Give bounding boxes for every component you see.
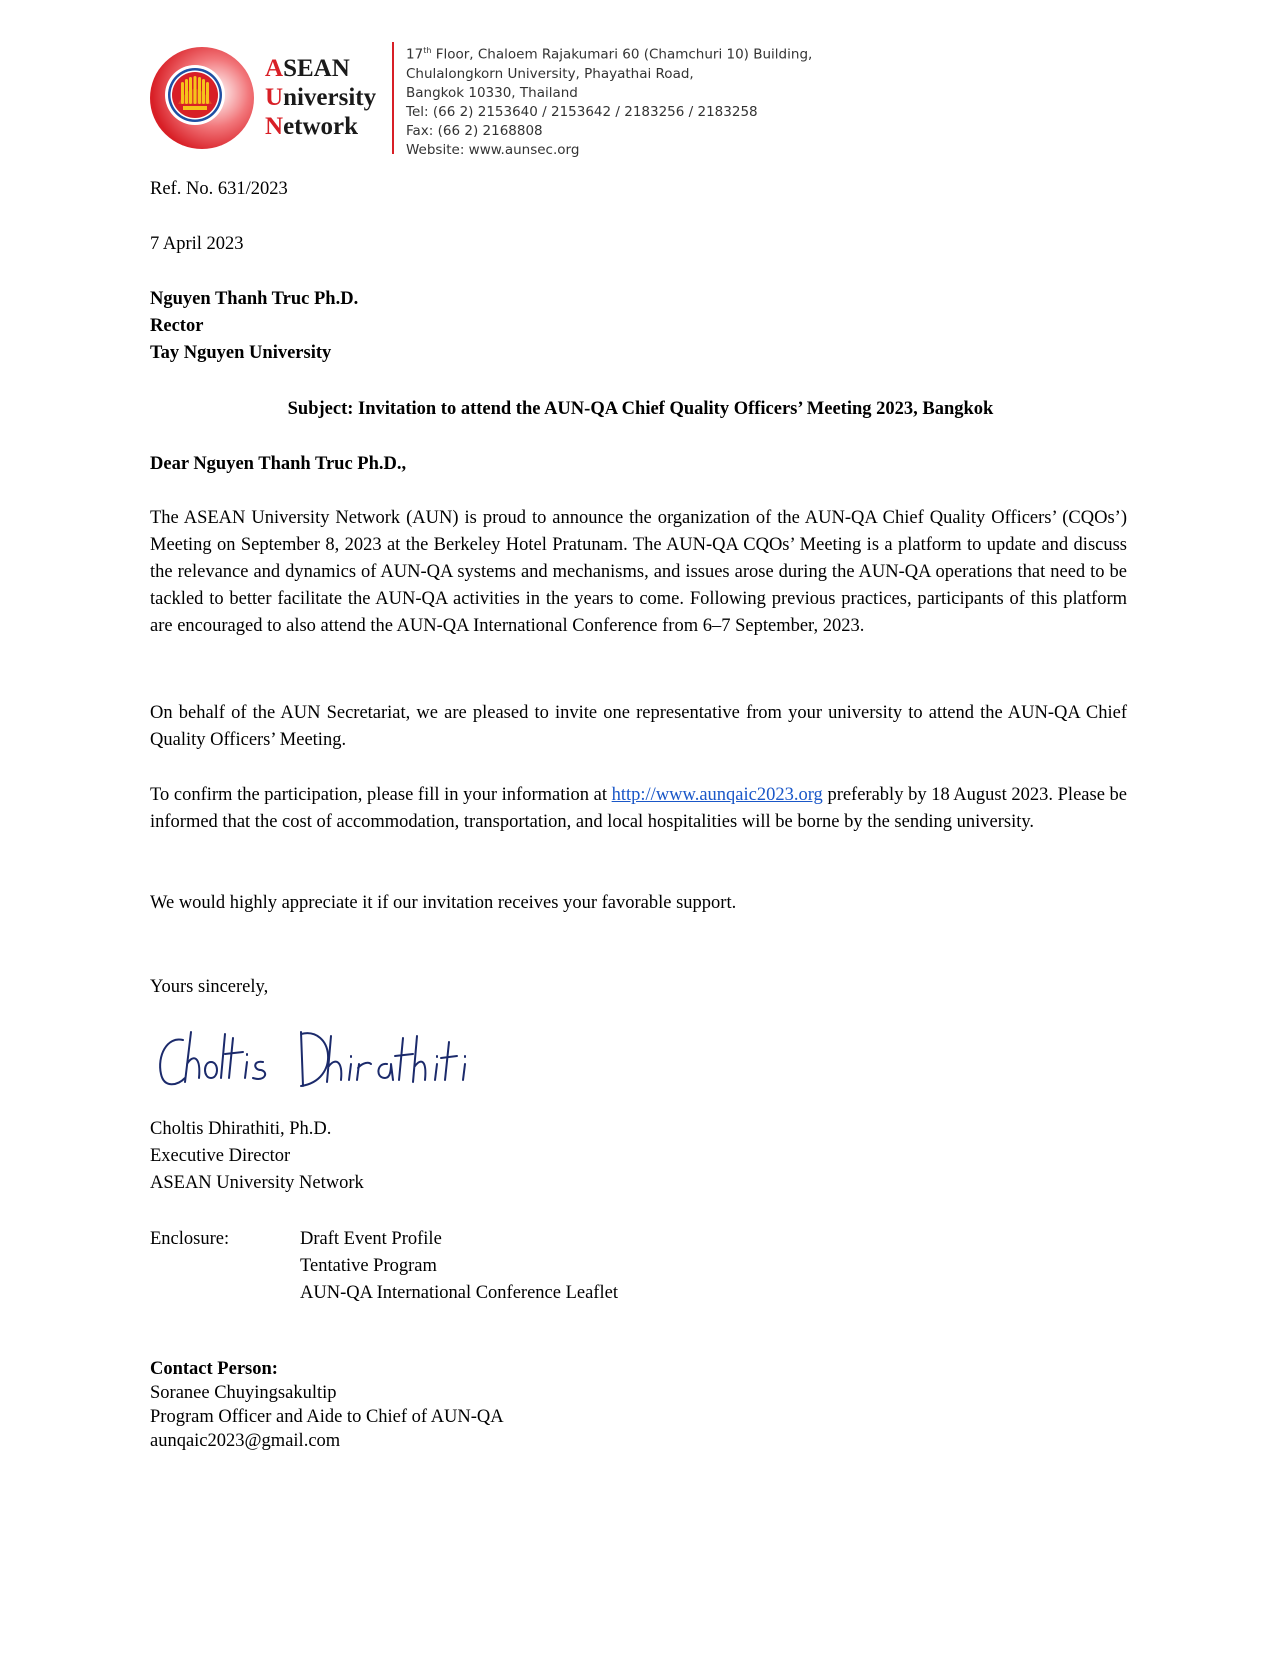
recipient-title: Rector xyxy=(150,316,204,336)
contact-title: Program Officer and Aide to Chief of AUN-QA xyxy=(150,1407,504,1427)
signer-title: Executive Director xyxy=(150,1146,291,1166)
recipient-name: Nguyen Thanh Truc Ph.D. xyxy=(150,289,359,309)
recipient-institution: Tay Nguyen University xyxy=(150,343,332,363)
signer-name: Choltis Dhirathiti, Ph.D. xyxy=(150,1119,332,1139)
letter-date: 7 April 2023 xyxy=(150,234,244,254)
enclosure-label: Enclosure: xyxy=(150,1229,230,1249)
enclosure-item: Draft Event Profile xyxy=(300,1229,442,1249)
enclosure-list xyxy=(300,1226,618,1307)
enclosure-item: Tentative Program xyxy=(300,1256,437,1276)
registration-link[interactable]: http://www.aunqaic2023.org xyxy=(611,785,823,805)
paragraph-3: To confirm the participation, please fill in your information at http://www.aunqaic2023.org preferably by 18 August 2023. Please be informed that the cost of accommodation, transportation, and local hospitalities will be borne by the sending university. xyxy=(150,785,1127,832)
contact-name: Soranee Chuyingsakultip xyxy=(150,1383,337,1403)
header-divider xyxy=(392,42,394,154)
signer-block xyxy=(150,1116,364,1197)
recipient-block xyxy=(150,286,358,367)
handwritten-signature xyxy=(155,1026,485,1106)
org-name: ASEAN University Network xyxy=(265,55,377,140)
aun-logo xyxy=(150,44,270,152)
closing: Yours sincerely, xyxy=(150,977,269,997)
enclosure-item: AUN-QA International Conference Leaflet xyxy=(300,1283,618,1303)
contact-block xyxy=(150,1357,504,1453)
paragraph-1: The ASEAN University Network (AUN) is proud to announce the organization of the AUN-QA Chief Quality Officers’ (CQOs’) Meeting on September 8, 2023 at the Berkeley Hotel Pratunam. The AUN-QA CQOs’ Meeting is a platform to update and discuss the relevance and dynamics of AUN-QA systems and mechanisms, and issues arose during the AUN-QA operations that need to be tackled to better facilitate the AUN-QA activities in the years to come. Following previous practices, participants of this platform are encouraged to also attend the AUN-QA International Conference from 6–7 September, 2023. xyxy=(150,508,1127,636)
paragraph-2: On behalf of the AUN Secretariat, we are pleased to invite one representative from your university to attend the AUN-QA Chief Quality Officers’ Meeting. xyxy=(150,703,1127,750)
paragraph-4: We would highly appreciate it if our invitation receives your favorable support. xyxy=(150,893,737,913)
salutation: Dear Nguyen Thanh Truc Ph.D., xyxy=(150,454,407,474)
contact-label: Contact Person: xyxy=(150,1359,278,1379)
subject-line: Subject: Invitation to attend the AUN-QA Chief Quality Officers’ Meeting 2023, Bangkok xyxy=(287,399,994,419)
signer-organization: ASEAN University Network xyxy=(150,1173,364,1193)
contact-email: aunqaic2023@gmail.com xyxy=(150,1431,341,1451)
reference-number: Ref. No. 631/2023 xyxy=(150,179,288,199)
org-address: 17th Floor, Chaloem Rajakumari 60 (Chamchuri 10) Building, Chulalongkorn University, Phayathai Road, Bangkok 10330, Thailand Tel: (66 2) 2153640 / 2153642 / 2183256 / 2183258 Fax: (66 2) 2168808 Website: www.aunsec.org xyxy=(406,46,813,158)
